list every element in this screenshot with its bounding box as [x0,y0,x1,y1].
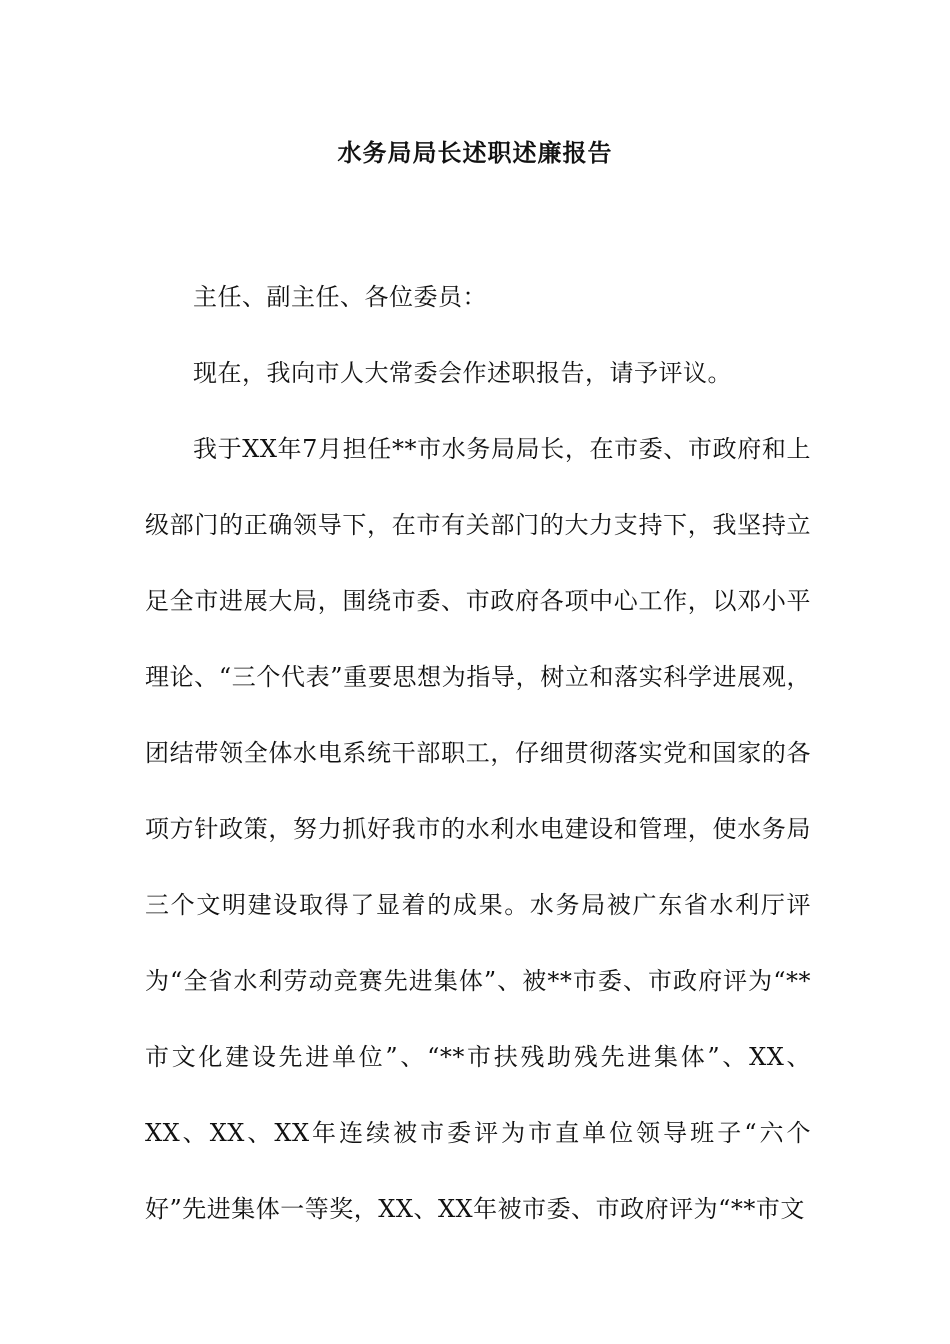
salutation: 主任、副主任、各位委员： [193,283,487,311]
paragraph: 现在，我向市人大常委会作述职报告，请予评议。 [193,359,732,387]
document-title: 水务局局长述职述廉报告 [337,138,613,167]
paragraph: 我于XX年7月担任**市水务局局长，在市委、市政府和上级部门的正确领导下，在市有关部门的大力支持下，我坚持立足全市进展大局，围绕市委、市政府各项中心工作，以邓小平理论、“三个代表”重要思想为指导，树立和落实科学进展观，团结带领全体水电系统干部职工，仔细贯彻落实党和国家的各项方针政策，努力抓好我市的水利水电建设和管理，使水务局三个文明建设取得了显着的成果。水务局被广东省水利厅评为“全省水利劳动竞赛先进集体”、被**市委、市政府评为“**市文化建设先进单位”、“**市扶残助残先进集体”、XX、XX、XX、XX年连续被市委评为市直单位领导班子“六个好”先进集体一等奖，XX、XX年被市委、市政府评为“**市文 [145,435,811,1223]
document-body [145,259,811,1247]
